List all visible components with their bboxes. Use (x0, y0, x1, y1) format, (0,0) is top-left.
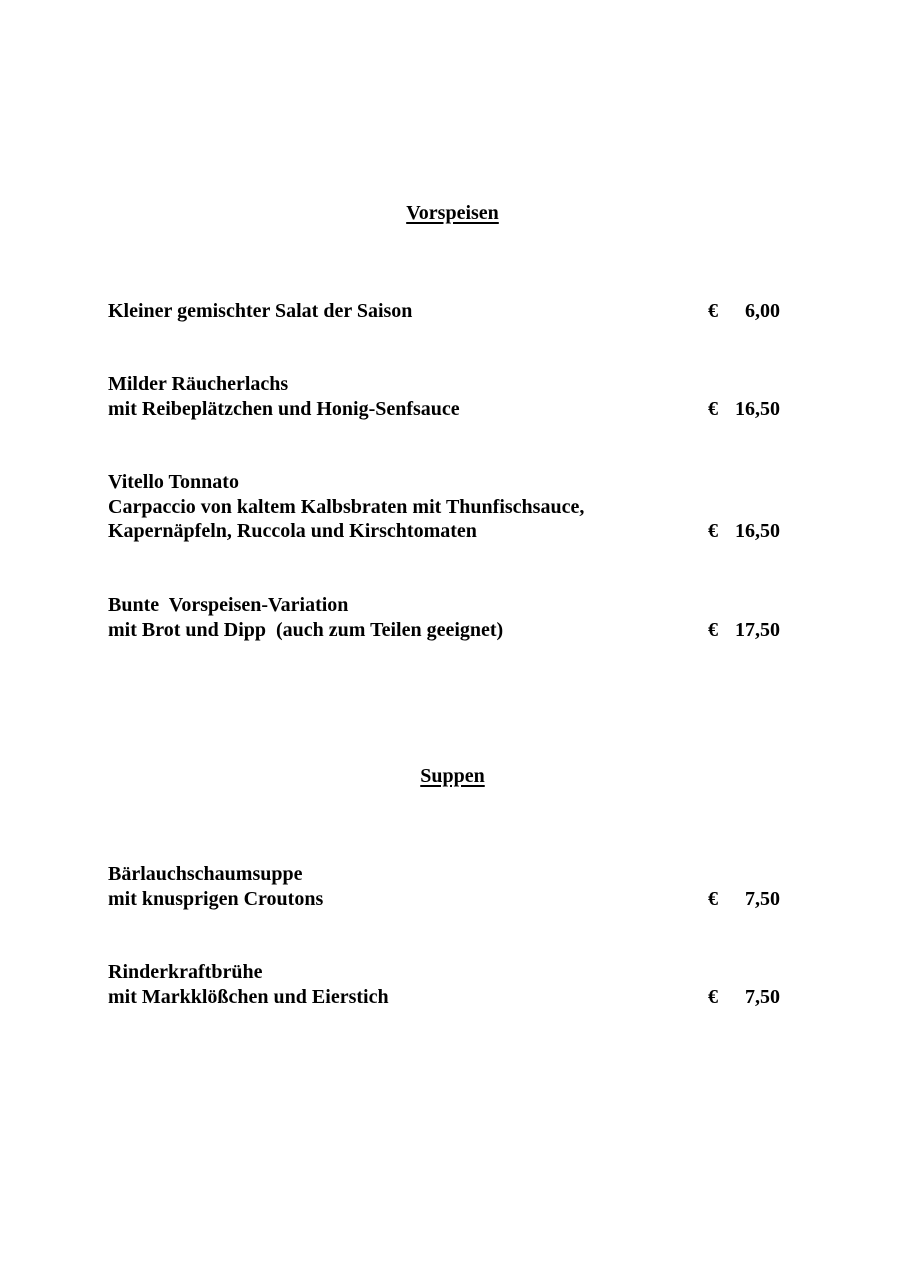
price-amount: 6,00 (745, 300, 780, 322)
menu-item (108, 372, 780, 421)
item-line: Kleiner gemischter Salat der Saison (108, 300, 413, 322)
section-heading-suppen: Suppen (420, 765, 485, 787)
price-amount: 17,50 (735, 618, 780, 641)
currency-symbol: € (708, 887, 718, 910)
item-line: mit Brot und Dipp (auch zum Teilen geeignet) (108, 618, 504, 641)
item-line: mit knusprigen Croutons (108, 887, 324, 910)
menu-item (108, 593, 780, 642)
price-amount: 16,50 (735, 520, 780, 542)
section-heading-vorspeisen: Vorspeisen (406, 202, 499, 224)
item-line: Bärlauchschaumsuppe (108, 863, 303, 885)
price-amount: 16,50 (735, 397, 780, 420)
menu-item (108, 960, 780, 1009)
menu-item (108, 862, 780, 911)
currency-symbol: € (708, 300, 718, 322)
menu-item (108, 299, 780, 324)
currency-symbol: € (708, 618, 718, 641)
menu-item (108, 470, 780, 544)
price-amount: 7,50 (745, 887, 780, 910)
item-line: mit Markklößchen und Eierstich (108, 985, 389, 1008)
item-line: Kapernäpfeln, Ruccola und Kirschtomaten (108, 520, 477, 542)
item-line: Bunte Vorspeisen-Variation (108, 594, 349, 616)
item-line: Milder Räucherlachs (108, 373, 289, 395)
currency-symbol: € (708, 985, 718, 1008)
currency-symbol: € (708, 520, 718, 542)
item-line: Vitello Tonnato (108, 471, 239, 493)
item-line: mit Reibeplätzchen und Honig-Senfsauce (108, 397, 460, 420)
price-amount: 7,50 (745, 985, 780, 1008)
currency-symbol: € (708, 397, 718, 420)
item-line: Carpaccio von kaltem Kalbsbraten mit Thunfischsauce, (108, 495, 585, 518)
item-line: Rinderkraftbrühe (108, 961, 263, 983)
